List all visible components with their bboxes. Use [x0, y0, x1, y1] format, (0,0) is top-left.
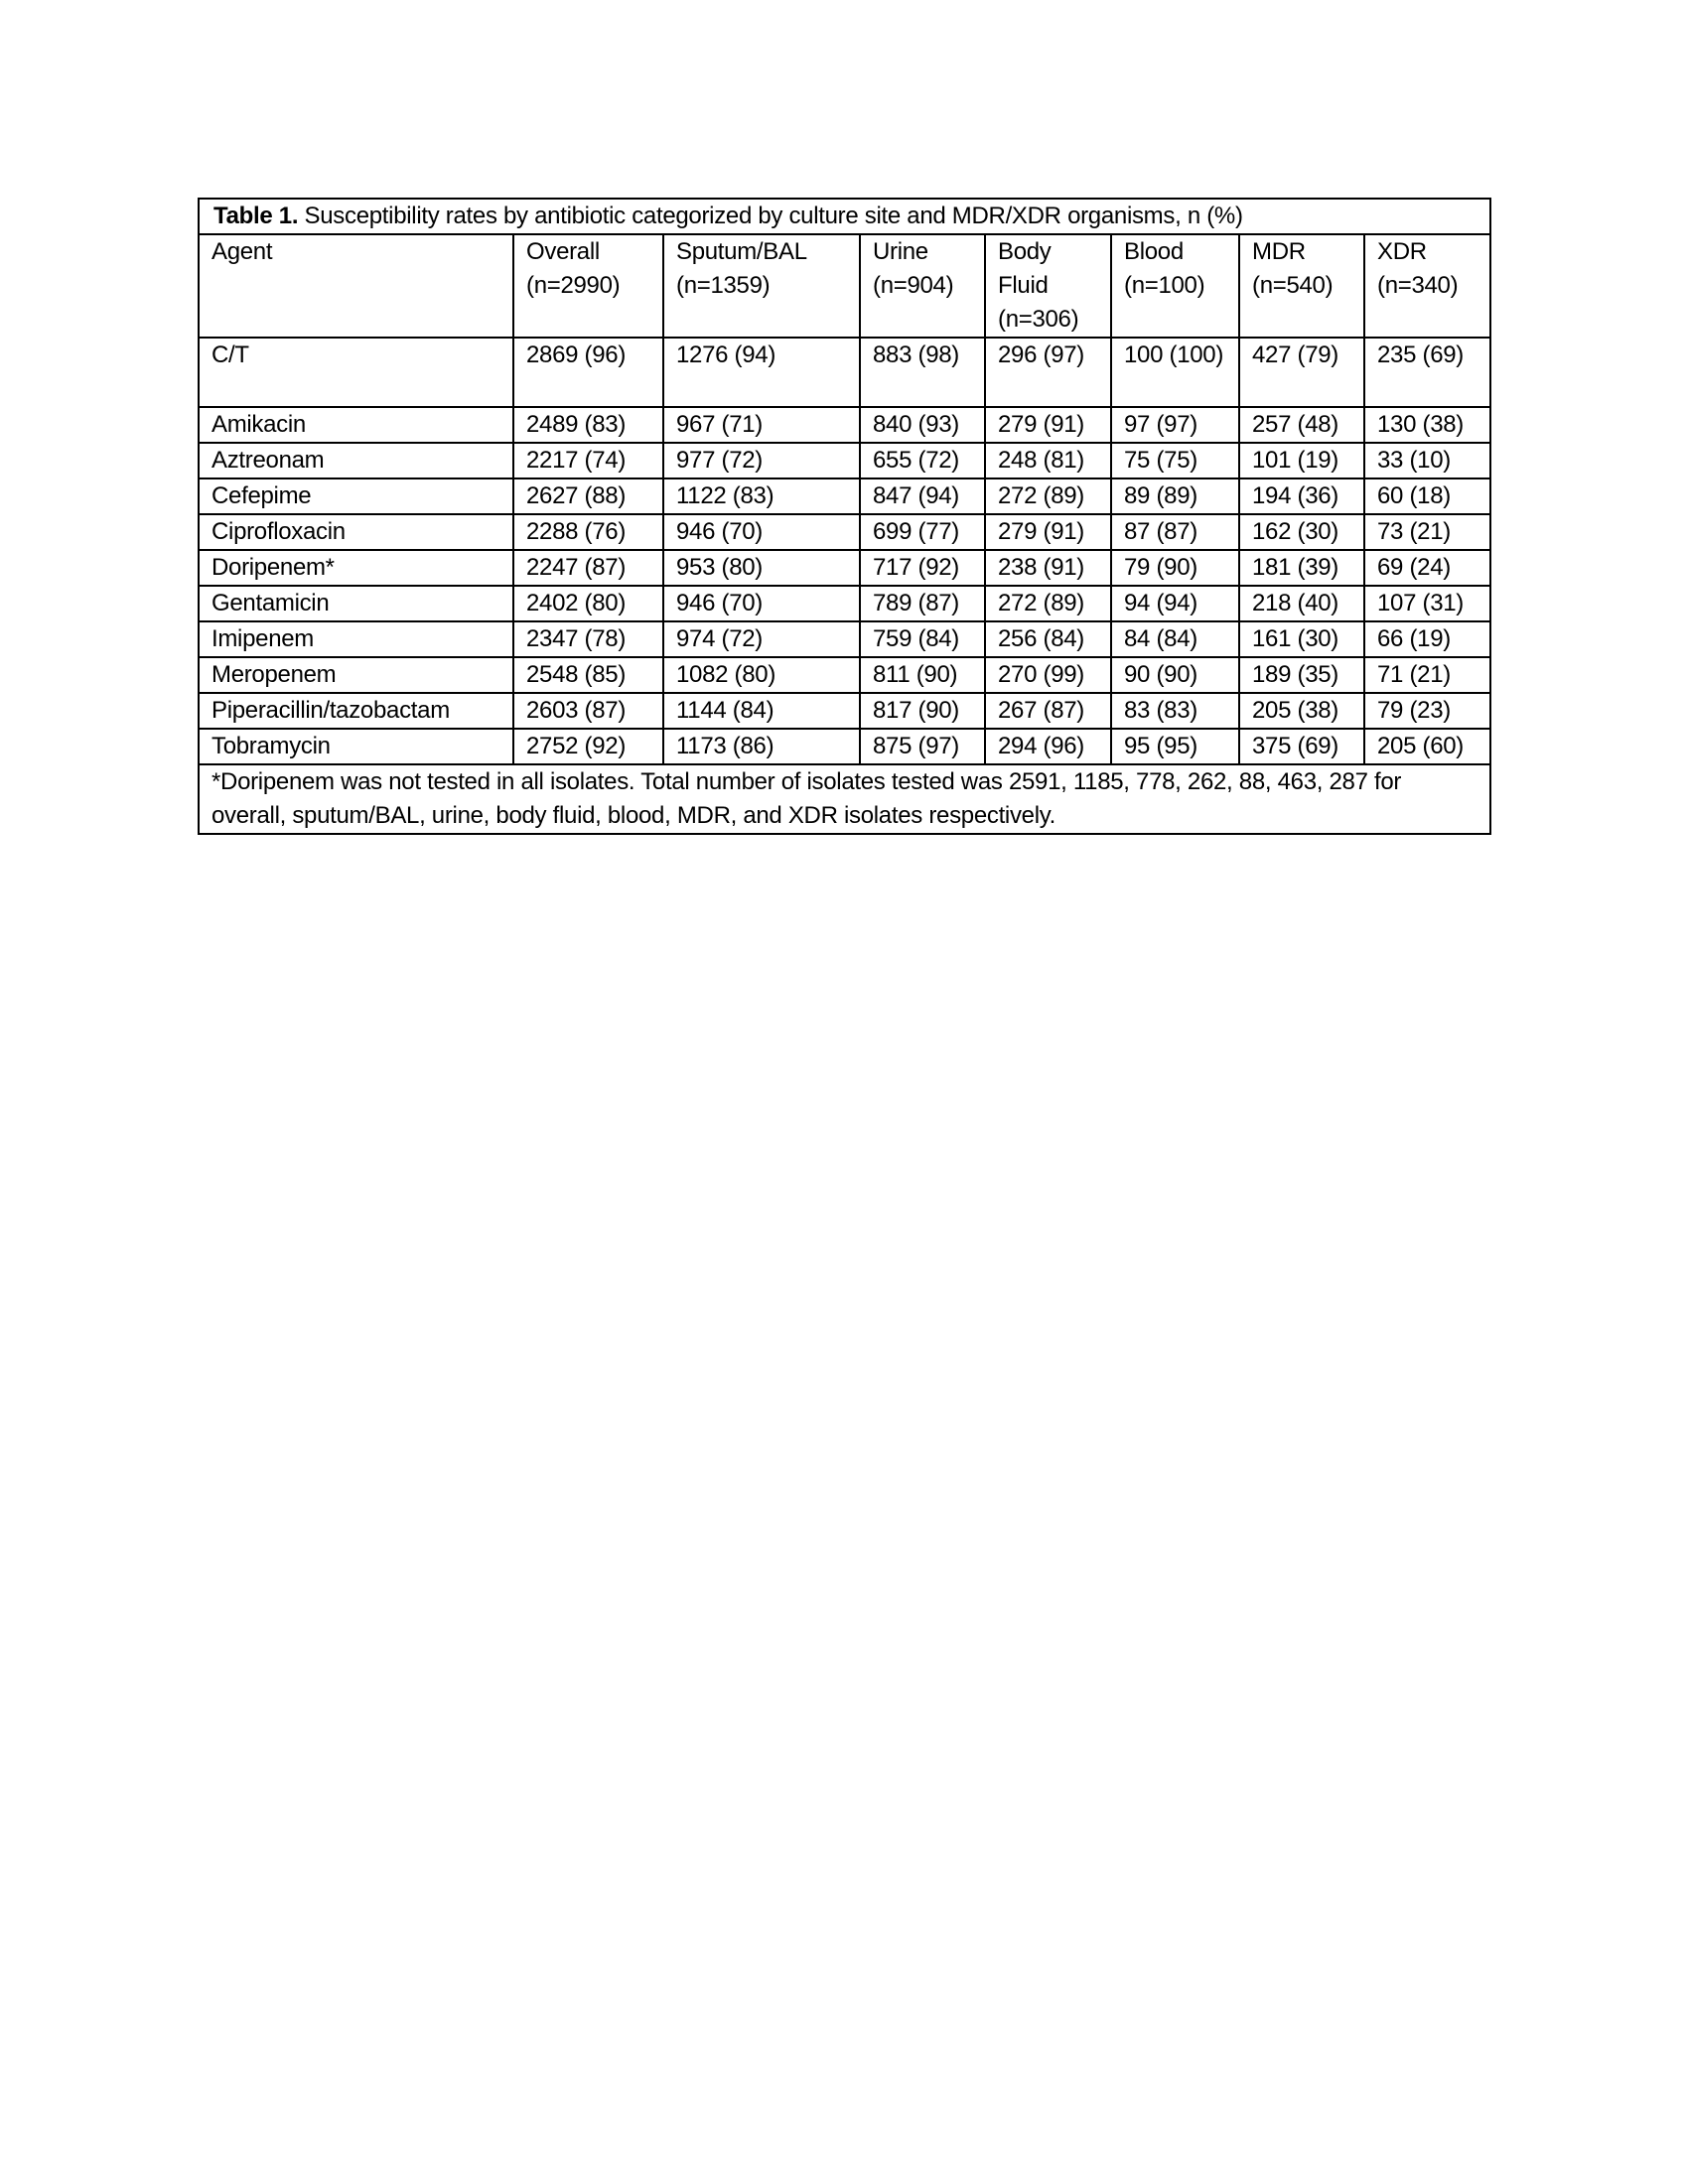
column-header-line: Agent [211, 238, 273, 265]
column-header [1239, 234, 1364, 338]
table-row [199, 407, 1490, 443]
value-cell: 967 (71) [663, 407, 860, 443]
value-cell: 194 (36) [1239, 478, 1364, 514]
agent-cell: Piperacillin/tazobactam [199, 693, 513, 729]
value-cell: 953 (80) [663, 550, 860, 586]
column-header-line: (n=306) [998, 306, 1079, 333]
value-cell: 1144 (84) [663, 693, 860, 729]
value-cell: 1276 (94) [663, 338, 860, 407]
value-cell: 162 (30) [1239, 514, 1364, 550]
column-header [985, 234, 1111, 338]
table-row [199, 550, 1490, 586]
column-header-line: (n=540) [1252, 272, 1334, 299]
value-cell: 2627 (88) [513, 478, 663, 514]
value-cell: 375 (69) [1239, 729, 1364, 764]
column-header-agent [199, 234, 513, 338]
agent-cell: Ciprofloxacin [199, 514, 513, 550]
column-header [1364, 234, 1490, 338]
value-cell: 974 (72) [663, 621, 860, 657]
value-cell: 875 (97) [860, 729, 985, 764]
value-cell: 717 (92) [860, 550, 985, 586]
value-cell: 33 (10) [1364, 443, 1490, 478]
value-cell: 2489 (83) [513, 407, 663, 443]
column-header-line: MDR [1252, 238, 1306, 265]
value-cell: 840 (93) [860, 407, 985, 443]
value-cell: 2247 (87) [513, 550, 663, 586]
value-cell: 272 (89) [985, 586, 1111, 621]
table-row [199, 478, 1490, 514]
table-title-row [199, 199, 1490, 234]
value-cell: 60 (18) [1364, 478, 1490, 514]
value-cell: 294 (96) [985, 729, 1111, 764]
value-cell: 1173 (86) [663, 729, 860, 764]
value-cell: 95 (95) [1111, 729, 1239, 764]
value-cell: 977 (72) [663, 443, 860, 478]
value-cell: 94 (94) [1111, 586, 1239, 621]
value-cell: 218 (40) [1239, 586, 1364, 621]
column-header-line: Fluid [998, 272, 1049, 299]
column-header [860, 234, 985, 338]
value-cell: 789 (87) [860, 586, 985, 621]
value-cell: 97 (97) [1111, 407, 1239, 443]
value-cell: 2217 (74) [513, 443, 663, 478]
value-cell: 75 (75) [1111, 443, 1239, 478]
table-row [199, 514, 1490, 550]
table-row [199, 657, 1490, 693]
value-cell: 90 (90) [1111, 657, 1239, 693]
value-cell: 79 (23) [1364, 693, 1490, 729]
value-cell: 189 (35) [1239, 657, 1364, 693]
value-cell: 107 (31) [1364, 586, 1490, 621]
value-cell: 89 (89) [1111, 478, 1239, 514]
value-cell: 205 (38) [1239, 693, 1364, 729]
value-cell: 73 (21) [1364, 514, 1490, 550]
value-cell: 759 (84) [860, 621, 985, 657]
value-cell: 130 (38) [1364, 407, 1490, 443]
value-cell: 2288 (76) [513, 514, 663, 550]
column-header [513, 234, 663, 338]
value-cell: 655 (72) [860, 443, 985, 478]
column-header-line: Blood [1124, 238, 1184, 265]
table-footnote: *Doripenem was not tested in all isolates. Total number of isolates tested was 2591, 1185, 778, 262, 88, 463, 287 for overall, sputum/BAL, urine, body fluid, blood, MDR, and XDR isolates respectively. [199, 764, 1490, 834]
value-cell: 205 (60) [1364, 729, 1490, 764]
column-header-line: (n=100) [1124, 272, 1205, 299]
value-cell: 2402 (80) [513, 586, 663, 621]
value-cell: 427 (79) [1239, 338, 1364, 407]
value-cell: 699 (77) [860, 514, 985, 550]
column-header-line: Overall [526, 238, 600, 265]
value-cell: 69 (24) [1364, 550, 1490, 586]
column-header-line: (n=1359) [676, 272, 771, 299]
column-header-line: Urine [873, 238, 928, 265]
value-cell: 100 (100) [1111, 338, 1239, 407]
value-cell: 946 (70) [663, 514, 860, 550]
column-header-line: (n=340) [1377, 272, 1459, 299]
value-cell: 84 (84) [1111, 621, 1239, 657]
value-cell: 883 (98) [860, 338, 985, 407]
agent-cell: Cefepime [199, 478, 513, 514]
value-cell: 87 (87) [1111, 514, 1239, 550]
value-cell: 296 (97) [985, 338, 1111, 407]
value-cell: 79 (90) [1111, 550, 1239, 586]
column-header-line: Body [998, 238, 1052, 265]
value-cell: 1082 (80) [663, 657, 860, 693]
value-cell: 256 (84) [985, 621, 1111, 657]
value-cell: 1122 (83) [663, 478, 860, 514]
value-cell: 2347 (78) [513, 621, 663, 657]
agent-cell: C/T [199, 338, 513, 407]
column-header-line: Sputum/BAL [676, 238, 807, 265]
value-cell: 817 (90) [860, 693, 985, 729]
header-row [199, 234, 1490, 338]
agent-cell: Doripenem* [199, 550, 513, 586]
value-cell: 161 (30) [1239, 621, 1364, 657]
table-row [199, 443, 1490, 478]
footnote-row [199, 764, 1490, 834]
value-cell: 279 (91) [985, 407, 1111, 443]
value-cell: 248 (81) [985, 443, 1111, 478]
table-row [199, 621, 1490, 657]
agent-cell: Aztreonam [199, 443, 513, 478]
value-cell: 83 (83) [1111, 693, 1239, 729]
value-cell: 811 (90) [860, 657, 985, 693]
value-cell: 2548 (85) [513, 657, 663, 693]
value-cell: 267 (87) [985, 693, 1111, 729]
table-row [199, 693, 1490, 729]
value-cell: 946 (70) [663, 586, 860, 621]
column-header-line: (n=904) [873, 272, 954, 299]
value-cell: 272 (89) [985, 478, 1111, 514]
agent-cell: Gentamicin [199, 586, 513, 621]
value-cell: 66 (19) [1364, 621, 1490, 657]
susceptibility-table [198, 198, 1491, 835]
value-cell: 2869 (96) [513, 338, 663, 407]
value-cell: 71 (21) [1364, 657, 1490, 693]
column-header-line: XDR [1377, 238, 1427, 265]
agent-cell: Imipenem [199, 621, 513, 657]
table-caption-text: Susceptibility rates by antibiotic categorized by culture site and MDR/XDR organisms, n (%) [298, 203, 1243, 229]
table-row [199, 338, 1490, 407]
value-cell: 257 (48) [1239, 407, 1364, 443]
table-row [199, 729, 1490, 764]
table-caption [199, 199, 1490, 234]
table-row [199, 586, 1490, 621]
value-cell: 270 (99) [985, 657, 1111, 693]
value-cell: 2603 (87) [513, 693, 663, 729]
value-cell: 238 (91) [985, 550, 1111, 586]
value-cell: 279 (91) [985, 514, 1111, 550]
agent-cell: Meropenem [199, 657, 513, 693]
agent-cell: Amikacin [199, 407, 513, 443]
value-cell: 847 (94) [860, 478, 985, 514]
value-cell: 101 (19) [1239, 443, 1364, 478]
value-cell: 2752 (92) [513, 729, 663, 764]
agent-cell: Tobramycin [199, 729, 513, 764]
table-caption-label: Table 1. [213, 203, 299, 229]
value-cell: 235 (69) [1364, 338, 1490, 407]
value-cell: 181 (39) [1239, 550, 1364, 586]
column-header [1111, 234, 1239, 338]
column-header-line: (n=2990) [526, 272, 621, 299]
column-header [663, 234, 860, 338]
